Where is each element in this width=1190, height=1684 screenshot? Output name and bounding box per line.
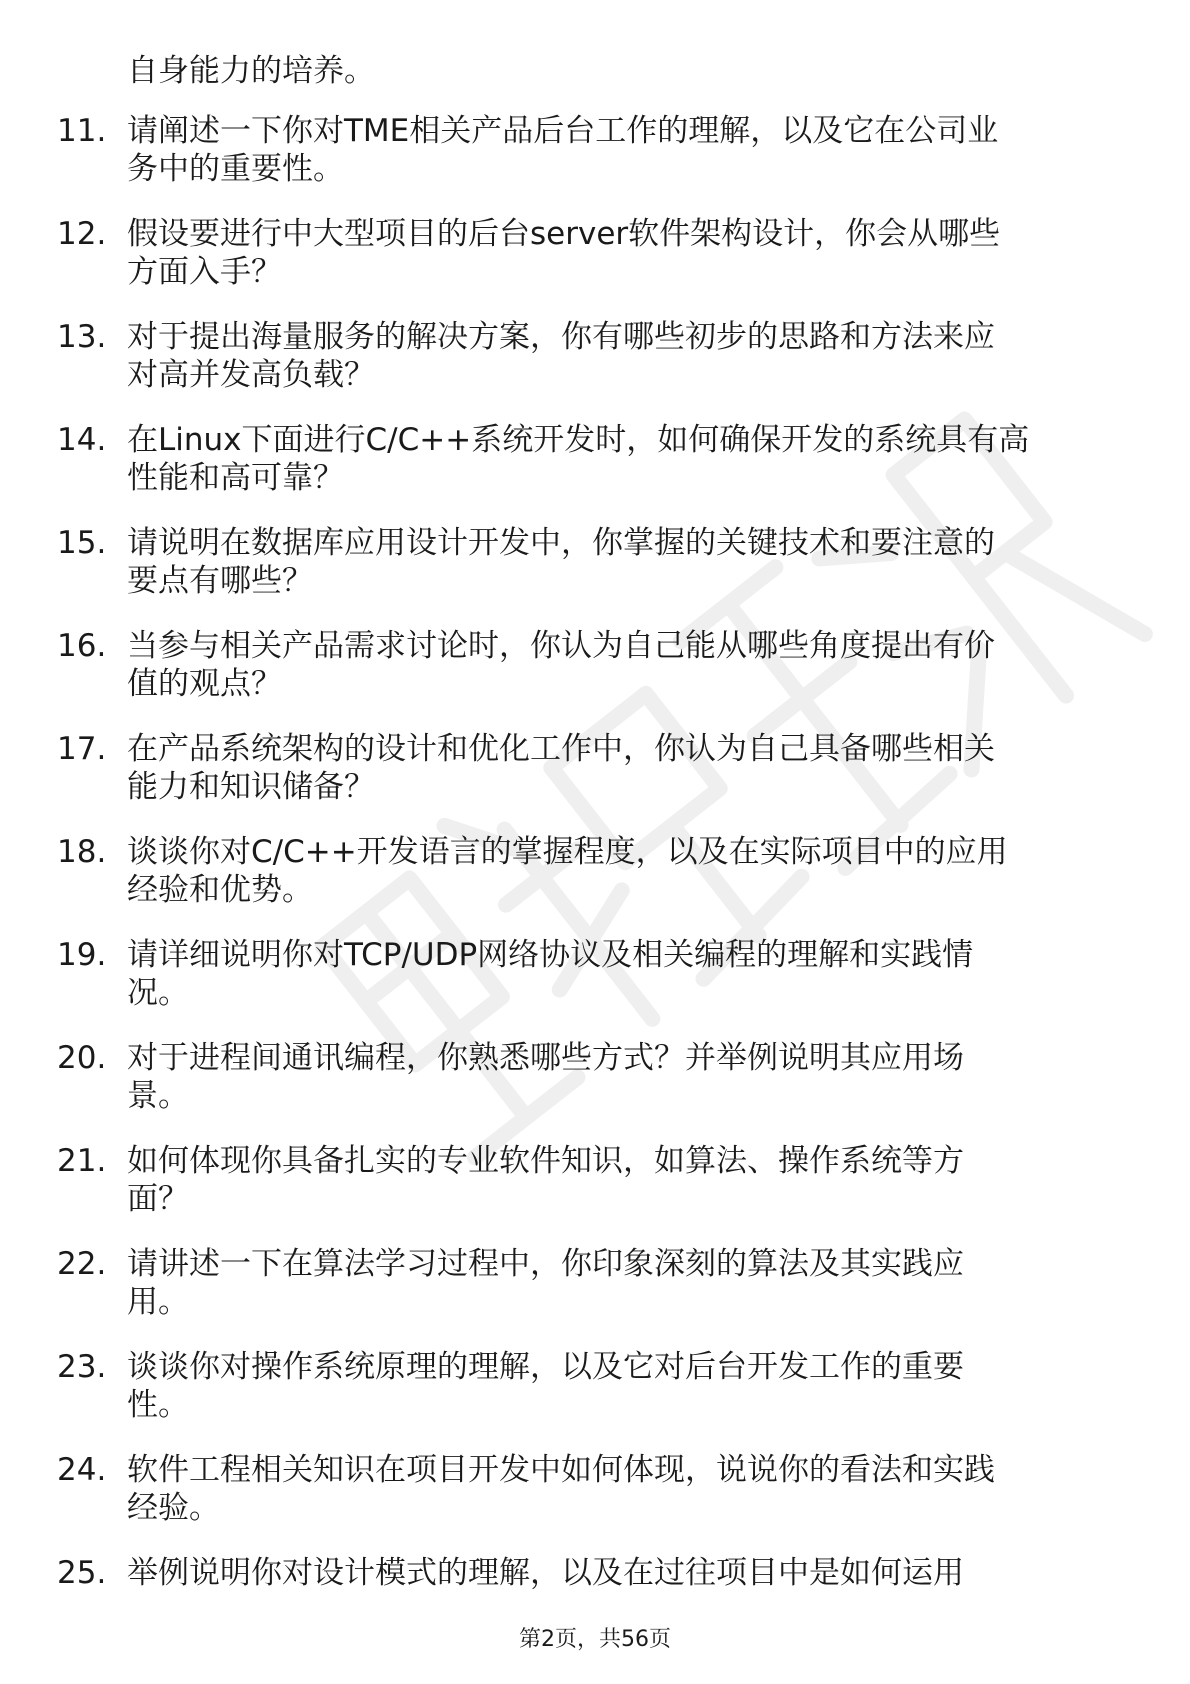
question-item [0,318,1190,421]
question-text [127,1554,1127,1592]
question-line: 景。 [127,1078,189,1114]
question-text [127,1142,1127,1218]
question-number: 25. [57,1555,107,1591]
question-line: 当参与相关产品需求讨论时，你认为自己能从哪些角度提出有价 [127,628,995,664]
question-number: 11. [57,113,107,149]
question-line: 软件工程相关知识在项目开发中如何体现，说说你的看法和实践 [127,1452,995,1488]
question-line: 请详细说明你对TCP/UDP网络协议及相关编程的理解和实践情 [127,937,974,973]
question-item [0,524,1190,627]
question-number: 12. [57,216,107,252]
question-text [127,1451,1127,1527]
question-line: 务中的重要性。 [127,151,344,187]
question-item [0,833,1190,936]
question-text [127,730,1127,806]
question-item [0,421,1190,524]
question-number: 21. [57,1143,107,1179]
question-line: 假设要进行中大型项目的后台server软件架构设计，你会从哪些 [127,216,1001,252]
question-text [127,1348,1127,1424]
question-number: 17. [57,731,107,767]
question-line: 方面入手？ [127,254,282,290]
question-line: 要点有哪些？ [127,563,313,599]
question-item [0,1451,1190,1554]
question-line: 谈谈你对操作系统原理的理解，以及它对后台开发工作的重要 [127,1349,964,1385]
question-line: 对于进程间通讯编程，你熟悉哪些方式？并举例说明其应用场 [127,1040,964,1076]
question-text [127,833,1127,909]
question-line: 如何体现你具备扎实的专业软件知识，如算法、操作系统等方 [127,1143,964,1179]
question-text [127,318,1127,394]
question-line: 举例说明你对设计模式的理解，以及在过往项目中是如何运用 [127,1555,964,1591]
question-line: 请说明在数据库应用设计开发中，你掌握的关键技术和要注意的 [127,525,995,561]
question-line: 在Linux下面进行C/C++系统开发时，如何确保开发的系统具有高 [127,422,1030,458]
question-text [127,1039,1127,1115]
question-line: 经验。 [127,1490,220,1526]
question-line: 能力和知识储备？ [127,769,375,805]
question-text [127,524,1127,600]
question-number: 15. [57,525,107,561]
question-number: 14. [57,422,107,458]
question-number: 19. [57,937,107,973]
question-number: 22. [57,1246,107,1282]
question-line: 对于提出海量服务的解决方案，你有哪些初步的思路和方法来应 [127,319,995,355]
question-number: 23. [57,1349,107,1385]
question-text [127,936,1127,1012]
question-item [0,1348,1190,1451]
question-item [0,936,1190,1039]
question-line: 请阐述一下你对TME相关产品后台工作的理解，以及它在公司业 [127,113,999,149]
question-line: 况。 [127,975,189,1011]
question-line: 经验和优势。 [127,872,313,908]
question-number: 24. [57,1452,107,1488]
question-line: 性。 [127,1387,189,1423]
question-item [0,627,1190,730]
question-number: 16. [57,628,107,664]
question-item [0,1039,1190,1142]
question-item [0,1142,1190,1245]
question-line: 请讲述一下在算法学习过程中，你印象深刻的算法及其实践应 [127,1246,964,1282]
question-line: 对高并发高负载？ [127,357,375,393]
question-text [127,215,1127,291]
continuation-text: 自身能力的培养。 [127,53,375,89]
question-line: 在产品系统架构的设计和优化工作中，你认为自己具备哪些相关 [127,731,995,767]
question-line: 值的观点？ [127,666,282,702]
question-item [0,730,1190,833]
question-list [0,112,1190,1657]
question-text [127,421,1127,497]
question-line: 用。 [127,1284,189,1320]
question-line: 谈谈你对C/C++开发语言的掌握程度，以及在实际项目中的应用 [127,834,1008,870]
question-item [0,215,1190,318]
question-text [127,1245,1127,1321]
question-item [0,112,1190,215]
question-line: 面？ [127,1181,189,1217]
page-footer: 第2页，共56页 [519,1627,671,1652]
question-text [127,112,1127,188]
question-text [127,627,1127,703]
question-number: 20. [57,1040,107,1076]
question-item [0,1245,1190,1348]
question-number: 18. [57,834,107,870]
question-line: 性能和高可靠？ [127,460,344,496]
question-number: 13. [57,319,107,355]
